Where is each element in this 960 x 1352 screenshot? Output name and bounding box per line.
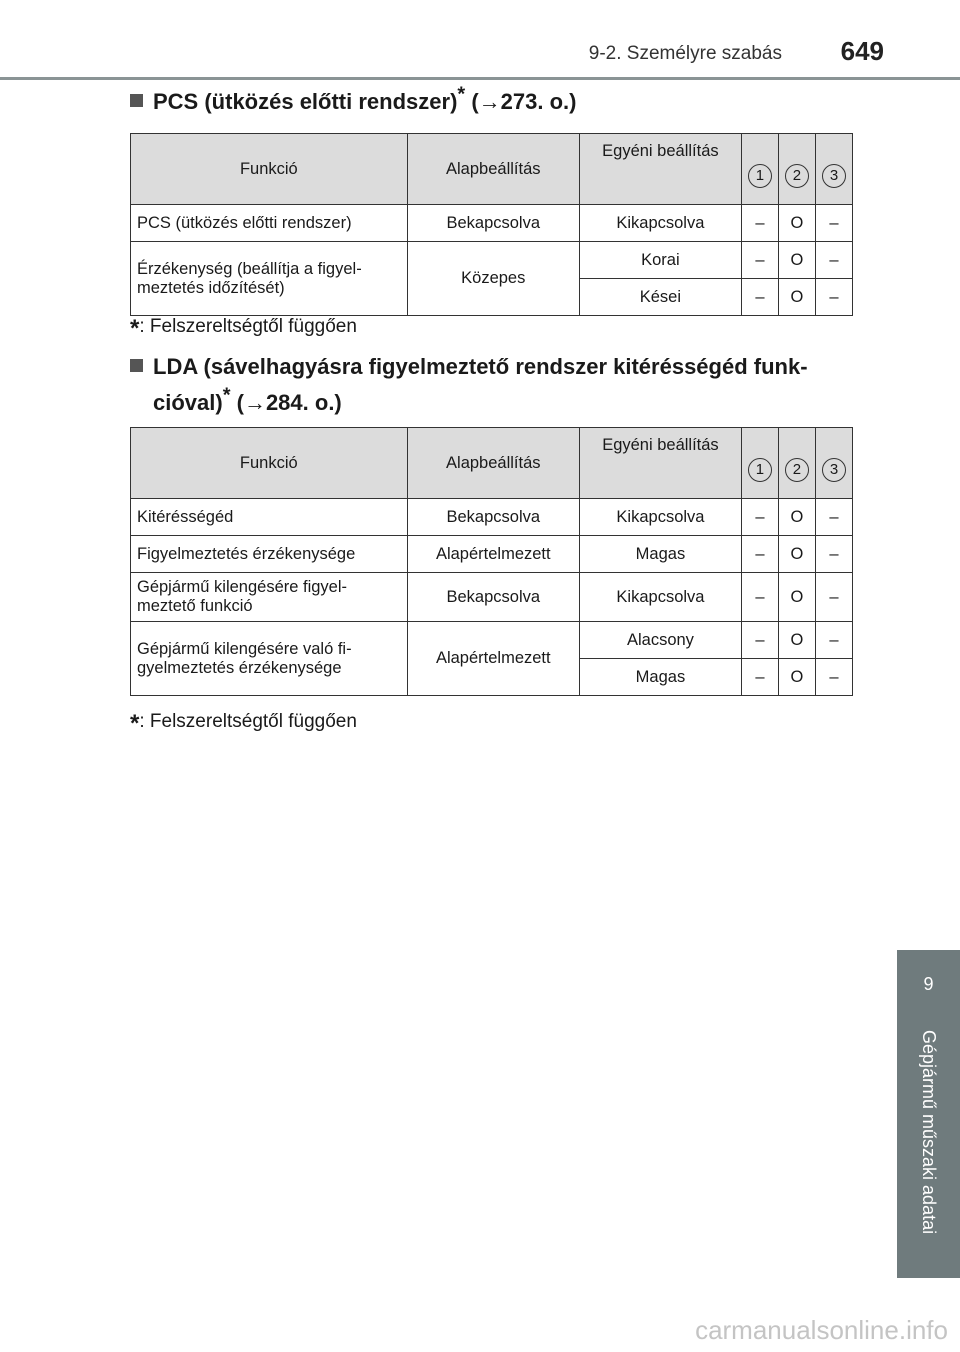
pcs-heading xyxy=(130,84,576,120)
footnote-text: : Felszereltségtől függően xyxy=(139,316,357,337)
cell-2: O xyxy=(778,242,815,279)
footnote-text: : Felszereltségtől függően xyxy=(139,711,357,732)
pcs-footnote xyxy=(130,315,357,343)
cell-func: Gépjármű kilengésére való fi-gyelmeztetés érzékenysége xyxy=(131,622,408,696)
lda-settings-table xyxy=(130,427,853,696)
square-bullet-icon xyxy=(130,94,143,107)
cell-1: – xyxy=(741,205,778,242)
cell-1: – xyxy=(741,499,778,536)
lda-heading-line2: cióval) xyxy=(153,390,223,415)
cell-3: – xyxy=(815,279,852,316)
col-1 xyxy=(741,428,778,499)
cell-func: Kitérésségéd xyxy=(131,499,408,536)
cell-default: Bekapcsolva xyxy=(407,205,579,242)
cell-3: – xyxy=(815,536,852,573)
page-number: 649 xyxy=(840,36,884,66)
cell-3: – xyxy=(815,499,852,536)
cell-3: – xyxy=(815,242,852,279)
footnote-star: * xyxy=(457,83,466,106)
pcs-page-ref[interactable]: (→273. o.) xyxy=(471,89,577,114)
col-custom: Egyéni beállítás xyxy=(579,134,741,205)
section-title: 9-2. Személyre szabás xyxy=(588,43,782,64)
circled-3-icon: 3 xyxy=(822,458,846,482)
circled-3-icon: 3 xyxy=(822,164,846,188)
col-func: Funkció xyxy=(131,134,408,205)
chapter-number: 9 xyxy=(923,974,934,994)
col-default: Alapbeállítás xyxy=(407,134,579,205)
col-3 xyxy=(815,428,852,499)
table-row xyxy=(131,622,853,659)
cell-1: – xyxy=(741,659,778,696)
cell-func: Figyelmeztetés érzékenysége xyxy=(131,536,408,573)
cell-3: – xyxy=(815,659,852,696)
cell-1: – xyxy=(741,536,778,573)
cell-func: Érzékenység (beállítja a figyel-meztetés időzítését) xyxy=(131,242,408,316)
col-2 xyxy=(778,428,815,499)
cell-custom: Magas xyxy=(579,536,741,573)
chapter-label-wrap xyxy=(897,1030,960,1270)
cell-default: Bekapcsolva xyxy=(407,499,579,536)
cell-3: – xyxy=(815,622,852,659)
col-1 xyxy=(741,134,778,205)
cell-1: – xyxy=(741,573,778,622)
table-row xyxy=(131,205,853,242)
table-row xyxy=(131,499,853,536)
watermark: carmanualsonline.info xyxy=(695,1315,948,1345)
col-3 xyxy=(815,134,852,205)
cell-2: O xyxy=(778,622,815,659)
lda-page-ref[interactable]: (→284. o.) xyxy=(236,390,342,415)
cell-custom: Kikapcsolva xyxy=(579,205,741,242)
cell-custom: Alacsony xyxy=(579,622,741,659)
col-2 xyxy=(778,134,815,205)
lda-footnote xyxy=(130,710,357,738)
cell-1: – xyxy=(741,242,778,279)
footnote-star: * xyxy=(130,315,140,342)
col-custom: Egyéni beállítás xyxy=(579,428,741,499)
circled-2-icon: 2 xyxy=(785,458,809,482)
circled-1-icon: 1 xyxy=(748,164,772,188)
cell-default: Közepes xyxy=(407,242,579,316)
cell-1: – xyxy=(741,279,778,316)
footnote-star: * xyxy=(222,384,231,407)
footnote-star: * xyxy=(130,710,140,737)
table-row xyxy=(131,573,853,622)
col-default: Alapbeállítás xyxy=(407,428,579,499)
cell-1: – xyxy=(741,622,778,659)
chapter-tab xyxy=(897,950,960,1278)
cell-2: O xyxy=(778,573,815,622)
pcs-settings-table xyxy=(130,133,853,316)
circled-2-icon: 2 xyxy=(785,164,809,188)
cell-2: O xyxy=(778,205,815,242)
cell-default: Alapértelmezett xyxy=(407,536,579,573)
cell-3: – xyxy=(815,573,852,622)
header-divider xyxy=(0,77,960,80)
cell-custom: Kései xyxy=(579,279,741,316)
cell-default: Bekapcsolva xyxy=(407,573,579,622)
lda-heading xyxy=(130,349,808,421)
col-func: Funkció xyxy=(131,428,408,499)
page-header xyxy=(0,0,960,80)
circled-1-icon: 1 xyxy=(748,458,772,482)
cell-2: O xyxy=(778,659,815,696)
cell-custom: Magas xyxy=(579,659,741,696)
cell-default: Alapértelmezett xyxy=(407,622,579,696)
chapter-label: Gépjármű műszaki adatai xyxy=(919,1030,939,1235)
table-row xyxy=(131,536,853,573)
cell-custom: Kikapcsolva xyxy=(579,499,741,536)
cell-2: O xyxy=(778,536,815,573)
lda-heading-line1: LDA (sávelhagyásra figyelmeztető rendszer kitérésségéd funk- xyxy=(153,354,808,379)
cell-2: O xyxy=(778,499,815,536)
cell-3: – xyxy=(815,205,852,242)
square-bullet-icon xyxy=(130,359,143,372)
cell-custom: Korai xyxy=(579,242,741,279)
table-row xyxy=(131,242,853,279)
pcs-heading-title: PCS (ütközés előtti rendszer) xyxy=(153,89,458,114)
cell-func: PCS (ütközés előtti rendszer) xyxy=(131,205,408,242)
cell-func: Gépjármű kilengésére figyel-meztető funkció xyxy=(131,573,408,622)
cell-custom: Kikapcsolva xyxy=(579,573,741,622)
cell-2: O xyxy=(778,279,815,316)
